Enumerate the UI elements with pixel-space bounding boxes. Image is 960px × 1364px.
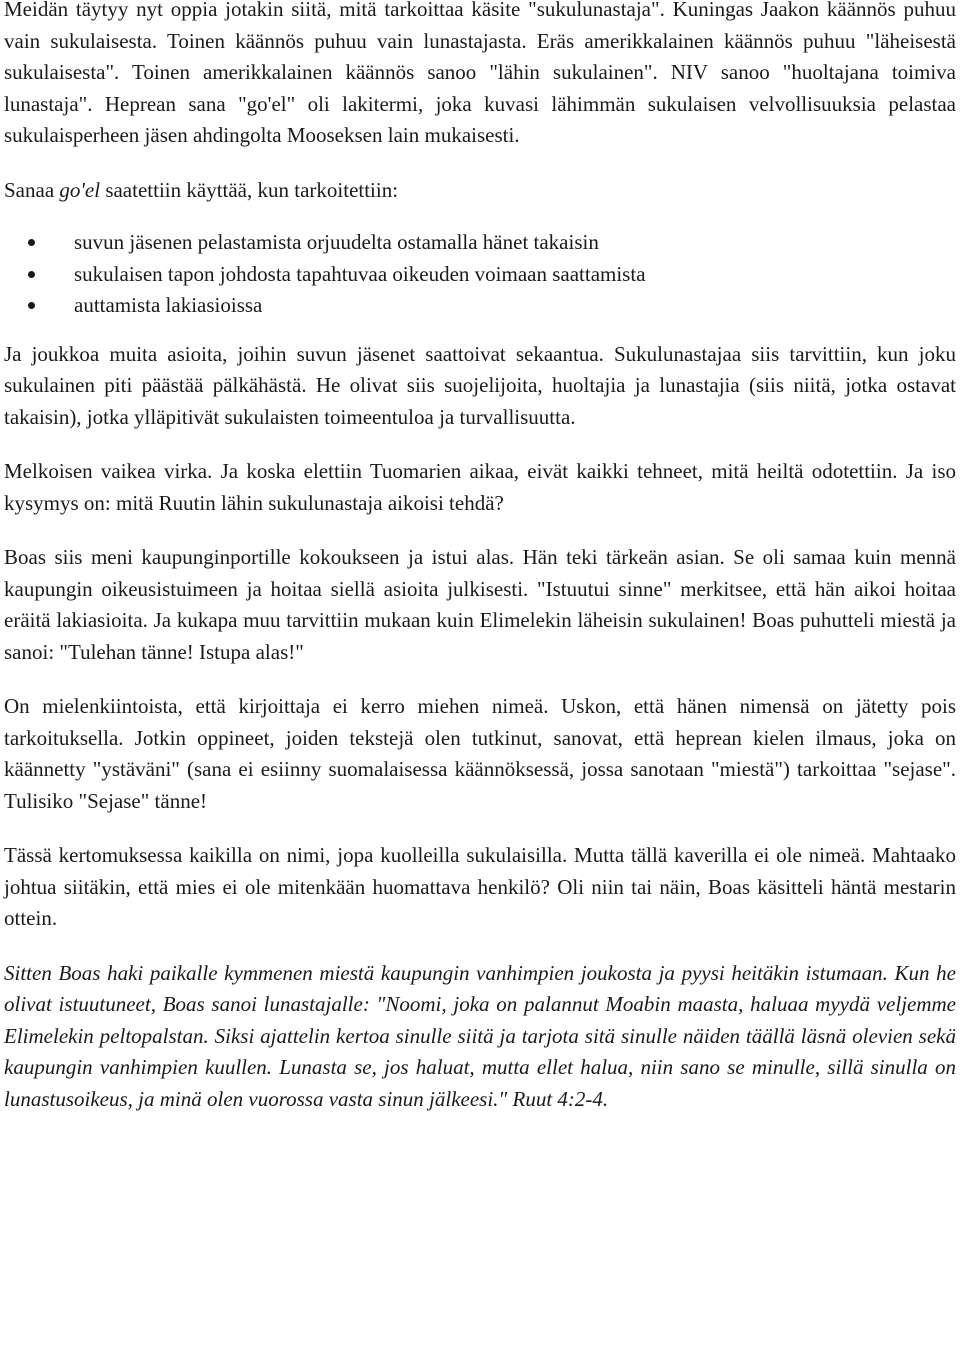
scripture-quote: Sitten Boas haki paikalle kymmenen miestä kaupungin vanhimpien joukosta ja pyysi heitäkin istumaan. Kun he olivat istuutuneet, Boas sanoi lunastajalle: "Noomi, joka on palannut Moabin maasta, haluaa myydä veljemme Elimelekin peltopalstan. Siksi ajattelin kertoa sinulle siitä ja tarjota sitä sinulle näiden täällä läsnä olevien sekä kaupungin vanhimpien kuullen. Lunasta se, jos haluat, mutta ellet halua, niin sano se minulle, sillä sinulla on lunastusoikeus, ja minä olen vuorossa vasta sinun jälkeesi." Ruut 4:2-4. [4,960,956,1111]
paragraph-redeemer-role: Ja joukkoa muita asioita, joihin suvun jäsenet saattoivat sekaantua. Sukulunastajaa siis tarvittiin, kun joku sukulainen piti päästää pälkähästä. He olivat siis suojelijoita, huoltajia ja lunastajia (siis niitä, jotka ostavat takaisin), jotka ylläpitivät sukulaisten toimeentuloa ja turvallisuutta. [4,341,956,429]
paragraph-judges-era: Melkoisen vaikea virka. Ja koska elettiin Tuomarien aikaa, eivät kaikki tehneet, mitä heiltä odotettiin. Ja iso kysymys on: mitä Ruutin lähin sukulunastaja aikoisi tehdä? [4,459,956,515]
paragraph-goel-usage-start: Sanaa [4,177,60,202]
bullet-icon [28,271,35,278]
list-item-text: auttamista lakiasioissa [74,293,263,317]
list-item-text: sukulaisen tapon johdosta tapahtuvaa oikeuden voimaan saattamista [74,261,646,286]
document-page [4,0,956,1115]
bullet-icon [28,239,35,246]
paragraph-unnamed-man: On mielenkiintoista, että kirjoittaja ei kerro miehen nimeä. Uskon, että hänen nimensä on jätetty pois tarkoituksella. Jotkin oppineet, joiden tekstejä olen tutkinut, sanovat, että heprean kielen ilmaus, joka on käännetty "ystäväni" (sana ei esiinny suomalaisessa käännöksessä, jossa sanotaan "miestä") tarkoittaa "sejase". Tulisiko "Sejase" tänne! [4,694,956,813]
goel-duties-list [4,227,956,322]
bullet-icon [28,302,35,309]
paragraph-kinsman-redeemer-definition: Meidän täytyy nyt oppia jotakin siitä, mitä tarkoittaa käsite "sukulunastaja". Kuningas Jaakon käännös puhuu vain sukulaisesta. Toinen käännös puhuu vain lunastajasta. Eräs amerikkalainen käännös puhuu "läheisestä sukulaisesta". Toinen amerikkalainen käännös sanoo "lähin sukulainen". NIV sanoo "huoltajana toimiva lunastaja". Heprean sana "go'el" oli lakitermi, joka kuvasi lähimmän sukulaisen velvollisuuksia pelastaa sukulaisperheen jäsen ahdingolta Mooseksen lain mukaisesti. [4,0,956,147]
paragraph-goel-usage-end: saatettiin käyttää, kun tarkoitettiin: [100,177,399,202]
goel-term: go'el [59,177,101,202]
paragraph-boaz-at-gate: Boas siis meni kaupunginportille kokoukseen ja istui alas. Hän teki tärkeän asian. Se oli samaa kuin mennä kaupungin oikeusistuimeen ja hoitaa siellä asioita julkisesti. "Istuutui sinne" merkitsee, että hän aikoi hoitaa eräitä lakiasioita. Ja kukapa muu tarvittiin mukaan kuin Elimelekin läheisin sukulainen! Boas puhutteli miestä ja sanoi: "Tulehan tänne! Istupa alas!" [4,545,956,664]
paragraph-goel-usage [4,175,956,207]
list-item-text: suvun jäsenen pelastamista orjuudelta ostamalla hänet takaisin [74,230,599,254]
list-item [4,290,956,322]
list-item [4,259,956,291]
paragraph-no-name: Tässä kertomuksessa kaikilla on nimi, jopa kuolleilla sukulaisilla. Mutta tällä kaverilla ei ole nimeä. Mahtaako johtua siitäkin, että mies ei ole mitenkään huomattava henkilö? Oli niin tai näin, Boas käsitteli häntä mestarin ottein. [4,843,956,930]
list-item [4,227,956,259]
